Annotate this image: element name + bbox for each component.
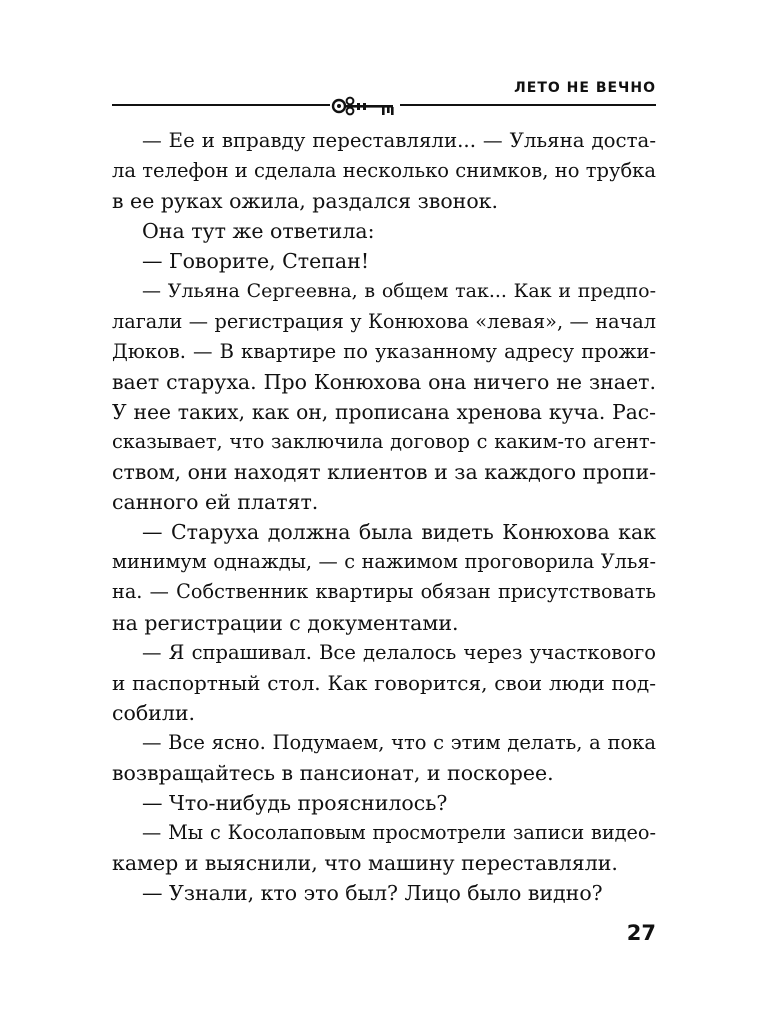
text-line: ла телефон и сделала несколько снимков, но трубка xyxy=(112,159,656,183)
body-text xyxy=(112,126,656,908)
text-line: Она тут же ответила: xyxy=(142,219,375,244)
text-line: ством, они находят клиентов и за каждого пропи- xyxy=(112,460,657,485)
text-line: Дюков. — В квартире по указанному адресу прожи- xyxy=(112,339,656,363)
page-number: 27 xyxy=(626,921,656,945)
text-line: и паспортный стол. Как говорится, свои люди под- xyxy=(112,670,656,695)
text-line: — Мы с Косолаповым просмотрели записи видео- xyxy=(142,821,656,845)
text-line: — Все ясно. Подумаем, что с этим делать, а пока xyxy=(142,730,656,754)
text-line: санного ей платят. xyxy=(112,490,319,515)
running-title: ЛЕТО НЕ ВЕЧНО xyxy=(514,80,656,96)
text-line: — Я спрашивал. Все делалось через участкового xyxy=(142,640,656,664)
text-line: — Ее и вправду переставляли... — Ульяна доста- xyxy=(142,129,656,152)
text-line: сказывает, что заключила договор с каким-то агент- xyxy=(112,429,656,453)
text-line: — Ульяна Сергеевна, в общем так... Как и предпо- xyxy=(142,280,656,303)
text-line: — Узнали, кто это был? Лицо было видно? xyxy=(142,881,603,906)
text-line: на. — Собственник квартиры обязан присутствовать xyxy=(112,580,656,604)
text-line: — Что-нибудь прояснилось? xyxy=(142,791,448,816)
text-line: вает старуха. Про Конюхова она ничего не знает. xyxy=(112,369,656,394)
text-line: камер и выяснили, что машину переставляли. xyxy=(112,851,618,876)
text-line: У нее таких, как он, прописана хренова куча. Рас- xyxy=(112,399,656,424)
text-line: собили. xyxy=(112,700,196,725)
text-line: в ее руках ожила, раздался звонок. xyxy=(112,189,498,214)
text-line: лагали — регистрация у Конюхова «левая», — начал xyxy=(112,309,656,333)
key-icon xyxy=(330,95,400,117)
text-line: — Говорите, Степан! xyxy=(142,249,370,274)
text-line: минимум однажды, — с нажимом проговорила Улья- xyxy=(112,550,656,574)
text-line: возвращайтесь в пансионат, и поскорее. xyxy=(112,760,554,785)
text-line: — Старуха должна была видеть Конюхова как xyxy=(142,520,656,545)
text-line: на регистрации с документами. xyxy=(112,610,459,635)
